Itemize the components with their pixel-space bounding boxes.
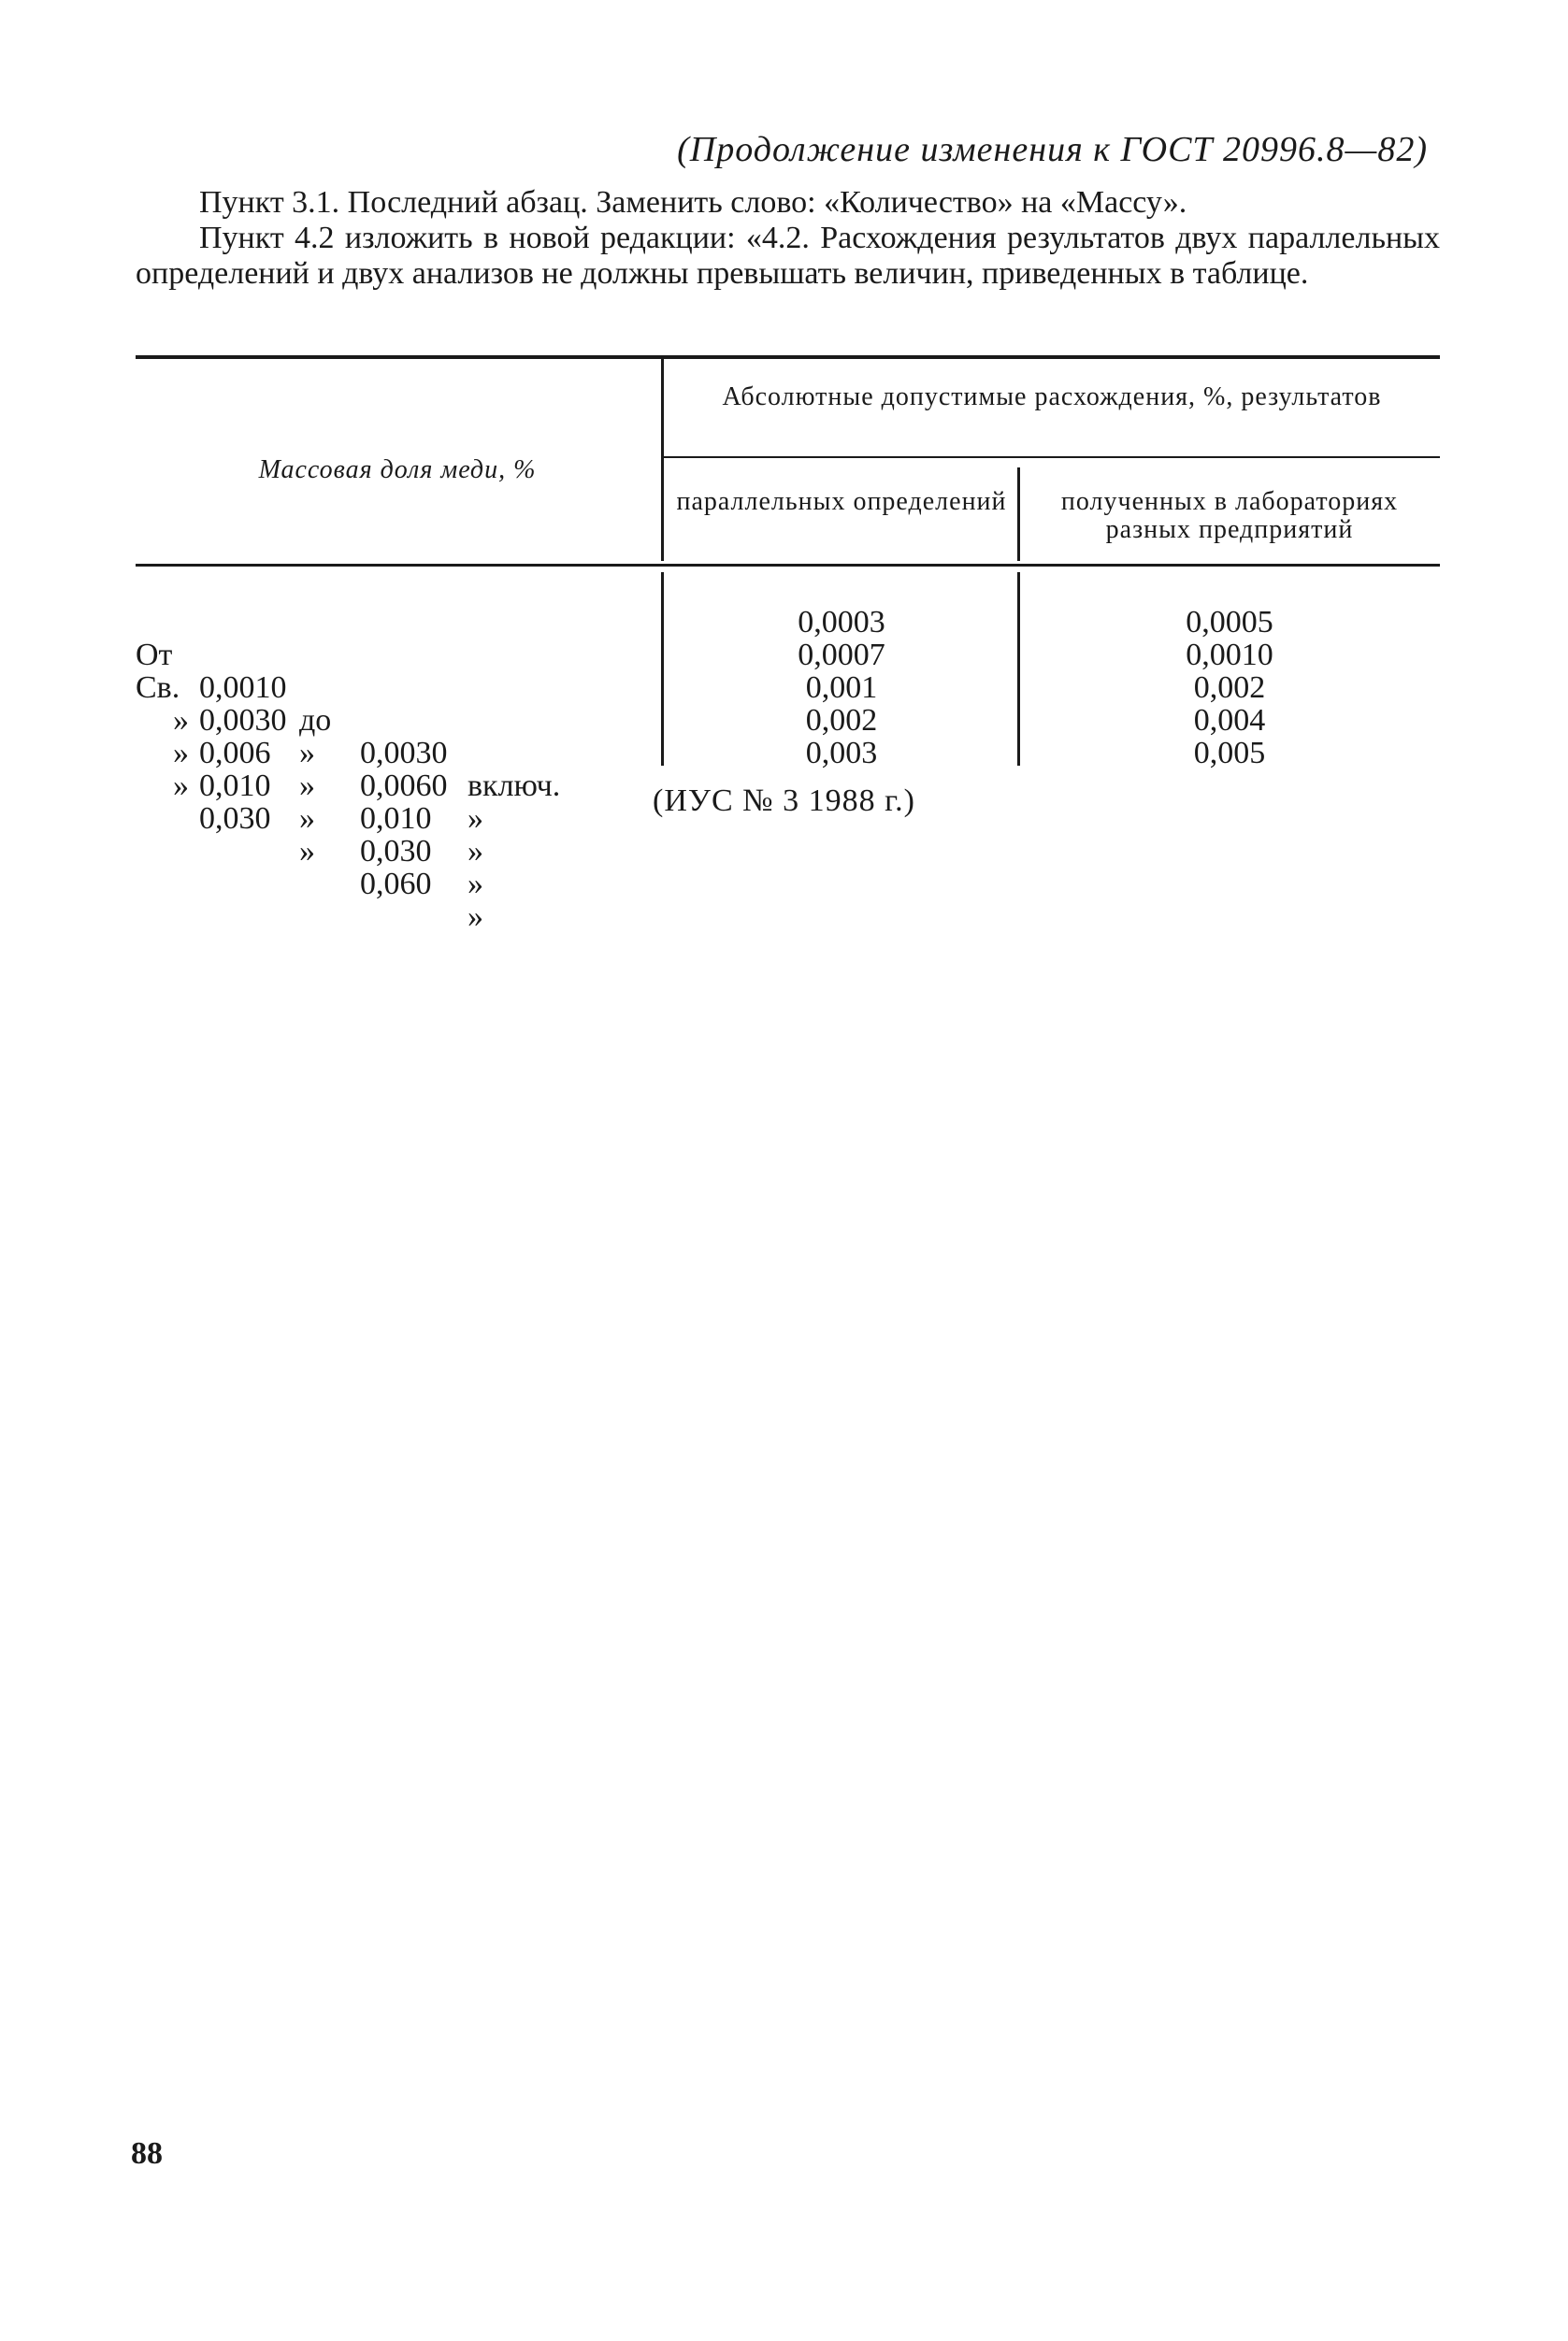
- range-prefix: »: [173, 768, 189, 803]
- header-bottom-rule: [136, 564, 1440, 567]
- range-to-word: до: [299, 703, 332, 738]
- range-from: 0,006: [199, 736, 271, 770]
- range-to-word: »: [299, 736, 315, 770]
- range-from: 0,0010: [199, 670, 287, 705]
- range-suffix: »: [468, 867, 483, 901]
- range-from: 0,0030: [199, 703, 287, 738]
- labs-value: 0,002: [1193, 670, 1266, 705]
- labs-value: 0,0005: [1186, 605, 1273, 639]
- range-suffix: »: [468, 899, 483, 934]
- range-prefix: »: [173, 736, 189, 770]
- source-note: (ИУС № 3 1988 г.): [653, 783, 915, 818]
- range-suffix: включ.: [468, 768, 561, 803]
- subheader-rule: [664, 456, 1440, 458]
- table-top-rule: [136, 355, 1440, 359]
- range-from: 0,030: [199, 801, 271, 836]
- parallel-value: 0,003: [805, 736, 878, 770]
- mass-range-cell: [136, 737, 659, 966]
- parallel-value: 0,002: [805, 703, 878, 738]
- range-prefix: »: [173, 703, 189, 738]
- range-to-word: »: [299, 801, 315, 836]
- labs-value: 0,0010: [1186, 638, 1273, 672]
- range-from: 0,010: [199, 768, 271, 803]
- range-prefix: От: [136, 638, 173, 672]
- labs-value: 0,004: [1193, 703, 1266, 738]
- page-number: 88: [131, 2136, 163, 2171]
- range-suffix: »: [468, 834, 483, 869]
- range-to: 0,0030: [360, 736, 448, 770]
- mass-fraction-header: Массовая доля меди, %: [258, 455, 537, 484]
- parallel-value: 0,001: [805, 670, 878, 705]
- range-to: 0,010: [360, 801, 432, 836]
- range-to-word: »: [299, 834, 315, 869]
- range-to: 0,060: [360, 867, 432, 901]
- continuation-header: (Продолжение изменения к ГОСТ 20996.8—82): [677, 130, 1428, 169]
- range-to-word: »: [299, 768, 315, 803]
- tolerance-group-header: Абсолютные допустимые расхождения, %, результатов: [722, 382, 1382, 411]
- parallel-value: 0,0007: [798, 638, 885, 672]
- parallel-value: 0,0003: [798, 605, 885, 639]
- range-suffix: »: [468, 801, 483, 836]
- paragraph-item-3-1: Пункт 3.1. Последний абзац. Заменить слово: «Количество» на «Массу».: [199, 185, 1187, 220]
- labs-value: 0,005: [1193, 736, 1266, 770]
- parallel-determinations-header: параллельных определений: [676, 487, 1007, 516]
- range-to: 0,0060: [360, 768, 448, 803]
- different-labs-header: полученных в лабораториях разных предприятий: [1060, 487, 1399, 544]
- range-prefix: Св.: [136, 670, 180, 705]
- paragraph-item-4-2: Пункт 4.2 изложить в новой редакции: «4.2. Расхождения результатов двух параллельных определений и двух анализов не должны превышать величин, приведенных в таблице.: [136, 221, 1440, 291]
- range-to: 0,030: [360, 834, 432, 869]
